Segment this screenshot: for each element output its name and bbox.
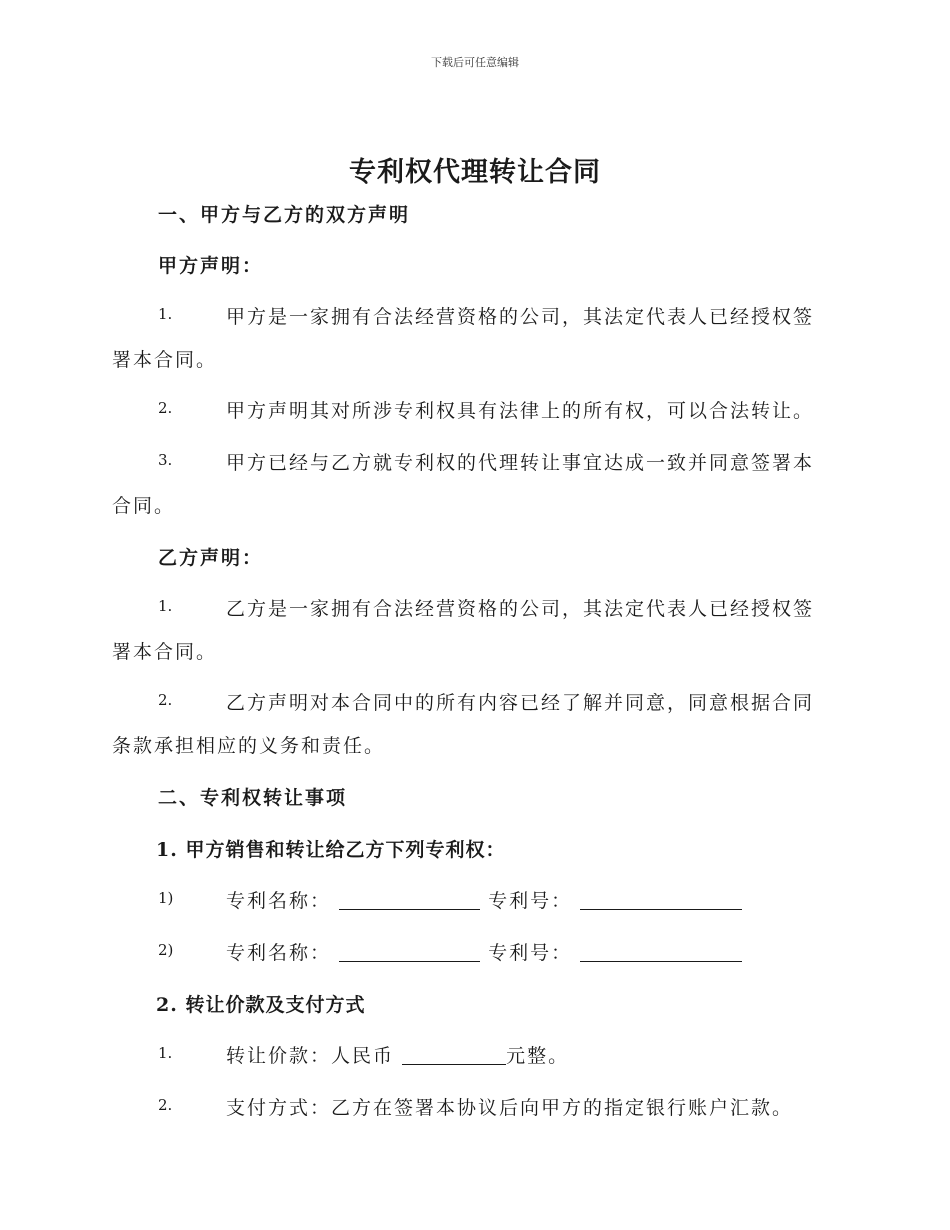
party-a-item3-num: 3. bbox=[158, 451, 173, 469]
price-suffix: 元整。 bbox=[506, 1045, 570, 1067]
patent2-no-label: 专利号： bbox=[488, 942, 573, 964]
party-a-item3-line2: 合同。 bbox=[112, 495, 176, 517]
party-a-item1-num: 1. bbox=[158, 305, 173, 323]
document-title: 专利权代理转让合同 bbox=[349, 157, 601, 188]
patent2-name-blank[interactable] bbox=[339, 943, 480, 962]
party-b-item2-line2: 条款承担相应的义务和责任。 bbox=[112, 735, 386, 757]
sub1-heading: 1. 甲方销售和转让给乙方下列专利权： bbox=[156, 839, 506, 861]
price-prefix: 转让价款：人民币 bbox=[226, 1045, 395, 1067]
patent2-num: 2) bbox=[158, 941, 174, 959]
payment-method: 支付方式：乙方在签署本协议后向甲方的指定银行账户汇款。 bbox=[226, 1097, 794, 1119]
party-b-item2-line1: 乙方声明对本合同中的所有内容已经了解并同意，同意根据合同 bbox=[226, 692, 815, 714]
header-note: 下载后可任意编辑 bbox=[431, 56, 519, 69]
section2-heading: 二、专利权转让事项 bbox=[158, 787, 348, 809]
patent1-num: 1) bbox=[158, 889, 174, 907]
patent1-name-blank[interactable] bbox=[339, 891, 480, 910]
party-a-item1-line1: 甲方是一家拥有合法经营资格的公司，其法定代表人已经授权签 bbox=[226, 306, 815, 328]
party-b-item1-num: 1. bbox=[158, 597, 173, 615]
price-blank[interactable] bbox=[402, 1046, 506, 1065]
patent1-name-label: 专利名称： bbox=[226, 890, 332, 912]
payment-num: 2. bbox=[158, 1096, 173, 1114]
patent1-no-label: 专利号： bbox=[488, 890, 573, 912]
party-b-item2-num: 2. bbox=[158, 691, 173, 709]
patent2-no-blank[interactable] bbox=[580, 943, 742, 962]
patent2-row bbox=[226, 938, 742, 965]
party-a-item1-line2: 署本合同。 bbox=[112, 349, 218, 371]
price-num: 1. bbox=[158, 1044, 173, 1062]
sub2-heading: 2. 转让价款及支付方式 bbox=[156, 994, 366, 1016]
party-b-item1-line2: 署本合同。 bbox=[112, 641, 218, 663]
patent2-name-label: 专利名称： bbox=[226, 942, 332, 964]
section1-heading: 一、甲方与乙方的双方声明 bbox=[158, 204, 411, 226]
party-b-item1-line1: 乙方是一家拥有合法经营资格的公司，其法定代表人已经授权签 bbox=[226, 598, 815, 620]
patent1-no-blank[interactable] bbox=[580, 891, 742, 910]
party-b-heading: 乙方声明： bbox=[158, 547, 264, 569]
price-row bbox=[226, 1041, 569, 1068]
party-a-heading: 甲方声明： bbox=[158, 255, 264, 277]
party-a-item3-line1: 甲方已经与乙方就专利权的代理转让事宜达成一致并同意签署本 bbox=[226, 452, 815, 474]
party-a-item2-line1: 甲方声明其对所涉专利权具有法律上的所有权，可以合法转让。 bbox=[226, 400, 815, 422]
party-a-item2-num: 2. bbox=[158, 399, 173, 417]
patent1-row bbox=[226, 886, 742, 913]
